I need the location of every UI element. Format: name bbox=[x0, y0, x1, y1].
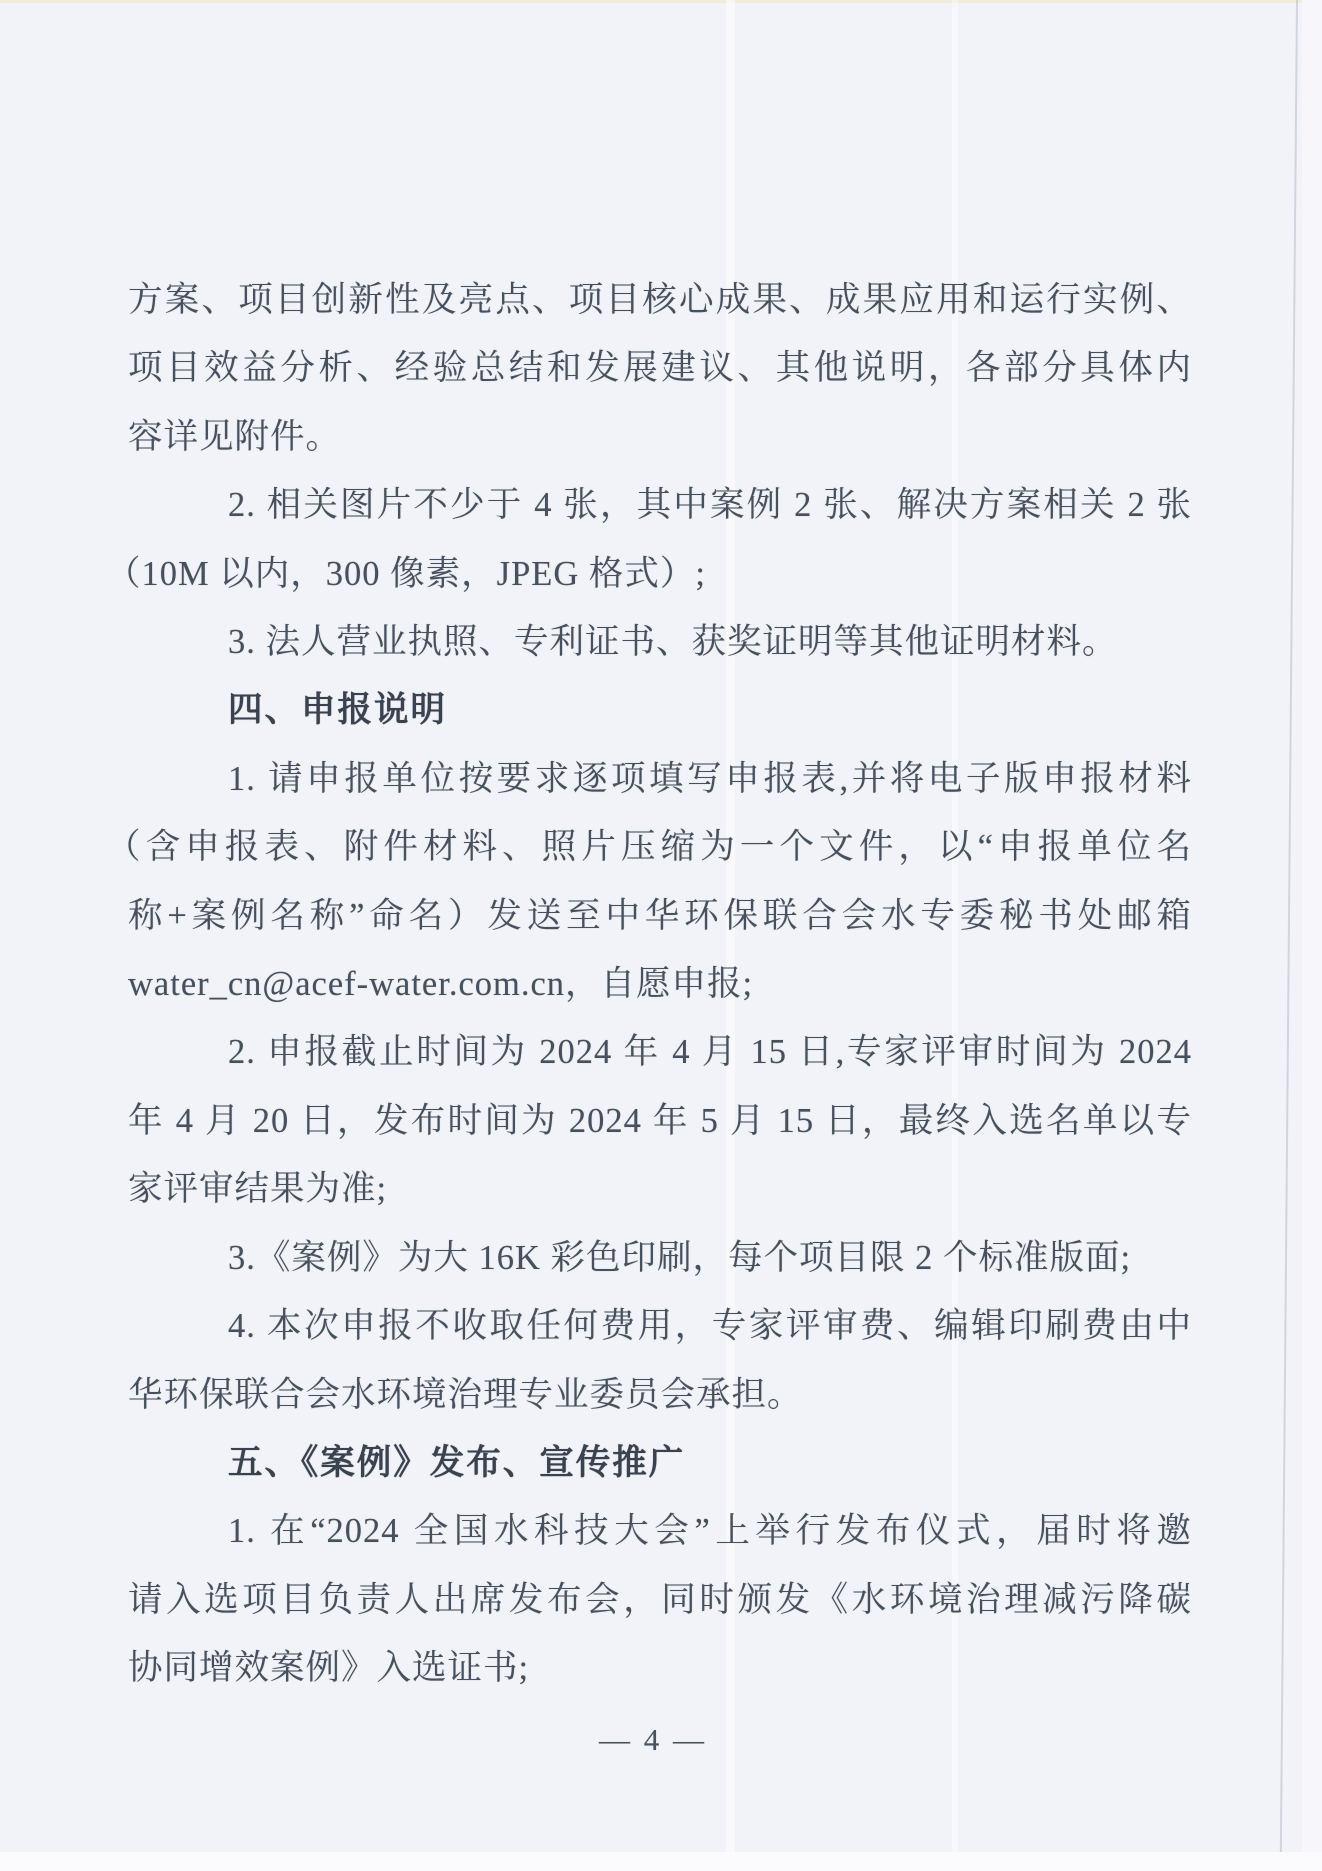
section-heading-4: 四、申报说明 bbox=[228, 691, 447, 730]
scan-bottom-edge bbox=[0, 1852, 1322, 1871]
text-line: 请入选项目负责人出席发布会，同时颁发《水环境治理减污降碳 bbox=[128, 1580, 1192, 1619]
text-line: （含申报表、附件材料、照片压缩为一个文件，以“申报单位名 bbox=[106, 828, 1192, 867]
scan-right-edge bbox=[1302, 0, 1322, 1852]
scan-line-artifact bbox=[1280, 0, 1298, 1871]
email-line: water_cn@acef-water.com.cn，自愿申报; bbox=[128, 965, 754, 1004]
text-line: 方案、项目创新性及亮点、项目核心成果、成果应用和运行实例、 bbox=[128, 281, 1192, 319]
list-item-line: 3.《案例》为大 16K 彩色印刷，每个项目限 2 个标准版面; bbox=[228, 1238, 1132, 1277]
page-number: — 4 — bbox=[599, 1722, 707, 1757]
text-line: 称+案例名称”命名）发送至中华环保联合会水专委秘书处邮箱 bbox=[128, 896, 1192, 935]
list-item-line: 1. 请申报单位按要求逐项填写申报表,并将电子版申报材料 bbox=[228, 759, 1192, 798]
list-item-line: 2. 申报截止时间为 2024 年 4 月 15 日,专家评审时间为 2024 bbox=[228, 1033, 1192, 1072]
list-item-line: 2. 相关图片不少于 4 张，其中案例 2 张、解决方案相关 2 张 bbox=[228, 486, 1192, 525]
text-line: 年 4 月 20 日，发布时间为 2024 年 5 月 15 日，最终入选名单以专 bbox=[128, 1101, 1192, 1140]
text-line: （10M 以内，300 像素，JPEG 格式）; bbox=[106, 554, 706, 593]
text-line: 容详见附件。 bbox=[128, 417, 341, 456]
section-heading-5: 五、《案例》发布、宣传推广 bbox=[228, 1443, 686, 1482]
text-line: 华环保联合会水环境治理专业委员会承担。 bbox=[128, 1375, 803, 1414]
list-item-line: 3. 法人营业执照、专利证书、获奖证明等其他证明材料。 bbox=[228, 623, 1118, 662]
document-body bbox=[106, 266, 1192, 1703]
text-line: 家评审结果为准; bbox=[128, 1170, 388, 1209]
text-line: 协同增效案例》入选证书; bbox=[128, 1649, 530, 1688]
scan-top-edge bbox=[0, 0, 1322, 3]
list-item-line: 1. 在“2024 全国水科技大会”上举行发布仪式，届时将邀 bbox=[228, 1512, 1192, 1551]
list-item-line: 4. 本次申报不收取任何费用，专家评审费、编辑印刷费由中 bbox=[228, 1307, 1192, 1346]
text-line: 项目效益分析、经验总结和发展建议、其他说明，各部分具体内 bbox=[128, 349, 1192, 388]
